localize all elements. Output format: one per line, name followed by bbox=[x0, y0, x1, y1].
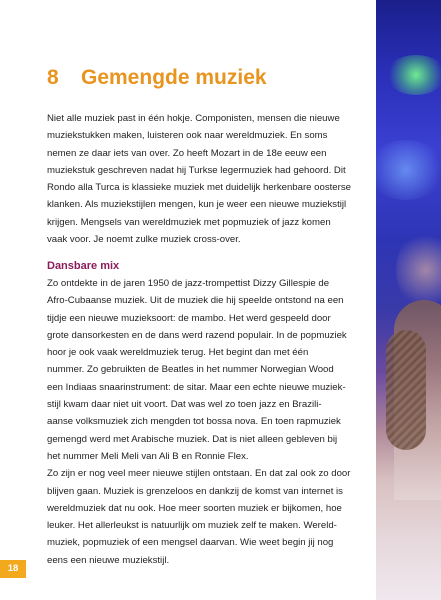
text-line: Afro-Cubaanse muziek. Uit de muziek die hij speelde ontstond na een bbox=[47, 295, 344, 307]
text-line: Rondo alla Turca is klassieke muziek met duidelijk herkenbare oosterse bbox=[47, 182, 351, 194]
text-line: vaak voor. Je noemt zulke muziek cross-over. bbox=[47, 234, 241, 246]
text-line: muziekstukken maken, luisteren ook naar wereldmuziek. En soms bbox=[47, 130, 328, 142]
text-line: muziekstuk geschreven nadat hij Turkse legermuziek had gehoord. Dit bbox=[47, 164, 346, 176]
section-paragraph bbox=[47, 275, 367, 569]
text-line: nemen ze daar iets van over. Zo heeft Mozart in de 18e eeuw een bbox=[47, 147, 327, 159]
text-line: Niet alle muziek past in één hokje. Componisten, mensen die nieuwe bbox=[47, 113, 340, 124]
text-line: tijdje een nieuwe muzieksoort: de mambo. Het werd gespeeld door bbox=[47, 312, 331, 324]
text-line: gemengd werd met Arabische muziek. Dat is niet alleen gebleven bij bbox=[47, 433, 338, 445]
text-line: klanken. Als muziekstijlen mengen, kun je weer een nieuwe muziekstijl bbox=[47, 199, 347, 211]
intro-paragraph bbox=[47, 110, 367, 248]
text-line: het nummer Meli Meli van Ali B en Ronnie Flex. bbox=[47, 450, 249, 462]
text-line: nummer. Zo gebruikten de Beatles in het nummer Norwegian Wood bbox=[47, 364, 334, 376]
chapter-title bbox=[47, 66, 267, 90]
text-line: een Indiaas snaarinstrument: de sitar. Maar een echte nieuwe muziek- bbox=[47, 381, 346, 393]
chapter-title-text: Gemengde muziek bbox=[81, 66, 267, 89]
text-line: blijven gaan. Muziek is grenzeloos en dankzij de komst van internet is bbox=[47, 485, 343, 497]
concert-photo bbox=[376, 0, 441, 600]
text-line: leuker. Het allerleukst is natuurlijk om muziek zelf te maken. Wereld- bbox=[47, 520, 337, 532]
text-line: stijl kwam daar niet uit voort. Dat was wel zo toen jazz en Brazili- bbox=[47, 399, 322, 411]
text-line: hoor je ook vaak wereldmuziek terug. Het begint dan met één bbox=[47, 347, 309, 359]
text-line: eens een nieuwe muziekstijl. bbox=[47, 554, 170, 566]
text-line: grote dansorkesten en de dans werd razend populair. In de popmuziek bbox=[47, 329, 347, 341]
text-line: Zo ontdekte in de jaren 1950 de jazz-trompettist Dizzy Gillespie de bbox=[47, 278, 330, 289]
page-number-badge: 18 bbox=[0, 560, 26, 578]
chapter-number: 8 bbox=[47, 66, 59, 89]
text-line: aanse volksmuziek zich mengden tot bossa nova. En toen rapmuziek bbox=[47, 416, 341, 428]
text-line: krijgen. Mengsels van wereldmuziek met popmuziek of jazz komen bbox=[47, 216, 331, 228]
text-line: muziek, popmuziek of een mengsel daarvan. Wie weet begin jij nog bbox=[47, 537, 334, 549]
section-heading: Dansbare mix bbox=[47, 260, 120, 272]
text-line: wereldmuziek dat nu ook. Hoe meer soorten muziek er bijkomen, hoe bbox=[47, 502, 342, 514]
text-line: Zo zijn er nog veel meer nieuwe stijlen ontstaan. En dat zal ook zo door bbox=[47, 468, 351, 480]
